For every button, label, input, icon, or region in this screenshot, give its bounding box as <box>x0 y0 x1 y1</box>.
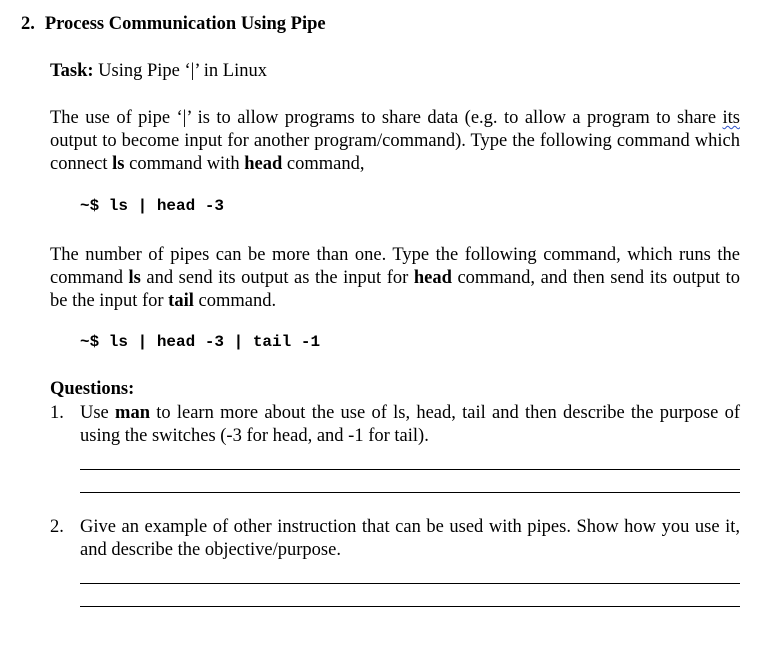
question-text-part: to learn more about the use of ls, head, tail and then describe the purpose of using the switches (-3 for head, and -1 for tail). <box>80 403 740 446</box>
question-text: Give an example of other instruction that can be used with pipes. Show how you use it, and describe the objective/purpose. <box>80 517 740 560</box>
answer-line[interactable] <box>80 469 740 470</box>
bold-term: ls <box>112 154 125 174</box>
bold-term: man <box>115 403 150 423</box>
paragraph-text: command. <box>193 291 277 311</box>
pipe-intro-paragraph <box>50 107 740 176</box>
task-text: Using Pipe ‘|’ in Linux <box>93 61 267 81</box>
command-example-1: ~$ ls | head -3 <box>80 197 225 215</box>
paragraph-text: command with <box>124 154 245 174</box>
question-2 <box>50 516 740 562</box>
paragraph-text: output to become input for another program/command). Type the following command which connect <box>50 131 740 174</box>
paragraph-text: command, <box>282 154 365 174</box>
paragraph-text: The use of pipe ‘|’ is to allow programs to share data (e.g. to allow a program to share <box>50 108 723 128</box>
question-text-part: Use <box>80 403 116 423</box>
answer-line[interactable] <box>80 492 740 493</box>
question-number: 2. <box>50 517 64 537</box>
paragraph-text: and send its output as the input for <box>140 268 414 288</box>
questions-heading: Questions: <box>50 379 135 399</box>
answer-line[interactable] <box>80 583 740 584</box>
section-number: 2. <box>21 14 35 34</box>
command-example-2: ~$ ls | head -3 | tail -1 <box>80 333 321 351</box>
question-1 <box>50 402 740 448</box>
task-line <box>50 61 267 82</box>
answer-line[interactable] <box>80 606 740 607</box>
bold-term: head <box>413 268 452 288</box>
section-title: Process Communication Using Pipe <box>44 14 326 34</box>
question-number: 1. <box>50 403 64 423</box>
bold-term: ls <box>128 268 141 288</box>
paragraph-text: The number of pipes can be more than one. Type the following command, which runs the command <box>50 245 740 288</box>
task-label: Task: <box>50 61 94 81</box>
section-heading <box>21 14 326 35</box>
spellcheck-word: its <box>722 108 740 128</box>
bold-term: tail <box>168 291 194 311</box>
multiple-pipes-paragraph <box>50 244 740 313</box>
question-text <box>80 402 740 448</box>
paragraph-text: command, and then send its output to be the input for <box>50 268 740 311</box>
bold-term: head <box>244 154 283 174</box>
